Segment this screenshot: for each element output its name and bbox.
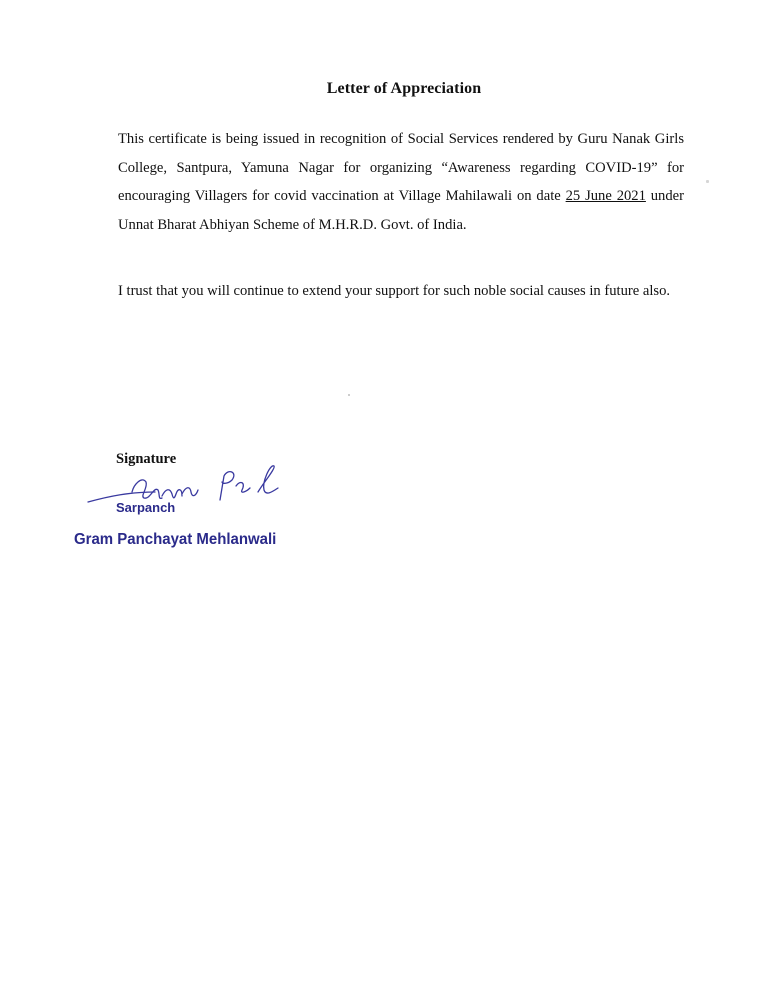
paragraph-line-1: This certificate is being issued in recognition of Social Services rendered by Guru Nanak Girls	[118, 131, 684, 147]
paragraph-trust: I trust that you will continue to extend your support for such noble social causes in future also.	[118, 283, 671, 299]
letter-title: Letter of Appreciation	[326, 80, 482, 97]
line-3-before-date: encouraging Villagers for covid vaccination at Village Mahilawali on date	[118, 188, 566, 204]
paragraph-line-4: Unnat Bharat Abhiyan Scheme of M.H.R.D. Govt. of India.	[118, 216, 467, 233]
scan-speck	[348, 394, 350, 396]
scan-speck	[706, 180, 709, 183]
stamp-designation: Sarpanch	[116, 500, 176, 515]
line-3-after-date: under	[645, 188, 684, 204]
paragraph-line-2: College, Santpura, Yamuna Nagar for organizing “Awareness regarding COVID-19” for	[118, 159, 684, 176]
stamp-office: Gram Panchayat Mehlanwali	[74, 530, 277, 548]
event-date: 25 June 2021	[565, 188, 646, 204]
signature-stamp	[70, 462, 300, 552]
signature-label: Signature	[116, 451, 177, 467]
paragraph-line-3	[118, 182, 684, 211]
paragraph-recognition	[118, 125, 684, 239]
handwritten-signature	[88, 466, 278, 502]
